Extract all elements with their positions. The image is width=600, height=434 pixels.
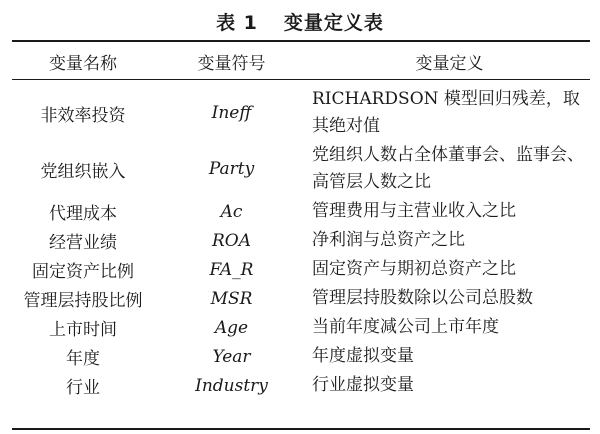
variable-symbol: Year <box>212 346 251 367</box>
variable-definition: 当前年度减公司上市年度 <box>312 317 499 337</box>
variable-symbol: Ineff <box>211 103 252 123</box>
variable-name: 经营业绩 <box>49 233 117 253</box>
variable-definition: 净利润与总资产之比 <box>312 230 465 250</box>
variable-name: 年度 <box>66 349 100 369</box>
variable-symbol: ROA <box>211 230 251 251</box>
variable-symbol: FA_R <box>209 259 254 280</box>
table-row <box>12 197 590 226</box>
variable-name: 固定资产比例 <box>32 262 134 282</box>
variable-name: 非效率投资 <box>40 105 126 126</box>
variable-name: 党组织嵌入 <box>40 161 126 182</box>
table-row <box>12 313 590 342</box>
variable-name: 代理成本 <box>49 204 117 224</box>
variable-definition: 管理层持股数除以公司总股数 <box>312 288 533 308</box>
variable-definition: 管理费用与主营业收入之比 <box>312 201 516 221</box>
variable-name: 管理层持股比例 <box>23 291 143 311</box>
table-caption <box>0 8 600 35</box>
header-variable-name: 变量名称 <box>49 54 117 74</box>
variable-name: 行业 <box>66 378 100 398</box>
variable-symbol: Ac <box>220 201 243 222</box>
table-row <box>12 255 590 284</box>
variable-name: 上市时间 <box>49 320 117 340</box>
variable-definition: 年度虚拟变量 <box>312 346 414 366</box>
table-row <box>12 141 590 197</box>
header-row <box>12 40 590 81</box>
table-row <box>12 81 590 141</box>
table-row <box>12 226 590 255</box>
variable-symbol: Party <box>208 159 255 179</box>
table-row <box>12 342 590 371</box>
variable-definition: 行业虚拟变量 <box>312 375 414 395</box>
variable-symbol: MSR <box>210 288 253 309</box>
variable-definition: 党组织人数占全体董事会、监事会、高管层人数之比 <box>312 145 584 192</box>
header-variable-definition: 变量定义 <box>415 54 484 74</box>
table-row <box>12 371 590 400</box>
variable-definition: RICHARDSON 模型回归残差，取其绝对值 <box>312 89 580 136</box>
variable-symbol: Industry <box>195 375 268 396</box>
variable-definition-table <box>12 40 590 400</box>
table-title: 变量定义表 <box>283 12 384 34</box>
bottom-rule <box>12 428 590 430</box>
variable-definition: 固定资产与期初总资产之比 <box>312 259 516 279</box>
table-row <box>12 284 590 313</box>
variable-symbol: Age <box>214 317 249 338</box>
table-number: 表 1 <box>216 12 258 34</box>
header-variable-symbol: 变量符号 <box>197 54 266 74</box>
